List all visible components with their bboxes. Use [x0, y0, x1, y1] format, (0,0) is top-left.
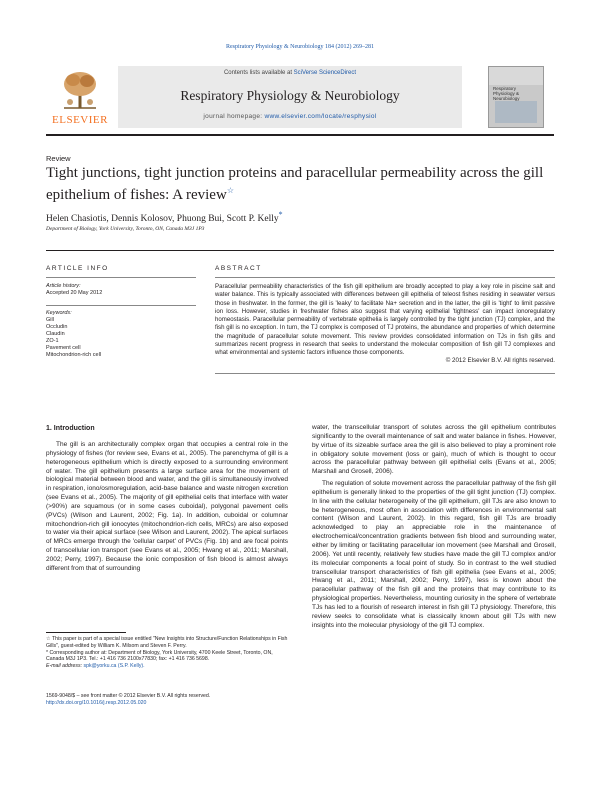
front-matter — [46, 693, 306, 707]
journal-header — [46, 66, 544, 128]
article-section: Review — [46, 154, 71, 163]
elsevier-tree-icon — [58, 68, 102, 112]
footnote-corresponding-author: * Corresponding author at: Department of Biology, York University, 4700 Keele Street, Toronto, ON, Canada M3J 1P3. Tel.: +1 416 736 2100x77830; fax: +1 416 736 5698. — [46, 649, 273, 663]
cover-artwork — [495, 101, 537, 123]
title-rule — [46, 250, 554, 251]
keywords-label: Keywords: — [46, 310, 72, 316]
header-rule — [46, 134, 554, 136]
journal-title: Respiratory Physiology & Neurobiology — [180, 88, 400, 103]
keywords-rule — [46, 305, 196, 306]
footnote-rule — [46, 632, 126, 633]
keyword: Claudin — [46, 331, 65, 337]
abstract-text: Paracellular permeability characteristics of the fish gill epithelium are broadly accepted to play a key role in piscine salt and water balance. This is typically associated with differences between gill epithelia of teleost fishes residing in seawater versus those in freshwater. In the former, the gill is 'leaky' to facilitate Na+ secretion and in the latter, the gill is 'tight' to limit passive ion loss. However, studies in freshwater fishes also suggest that varying epithelial 'tightness' can impact ionoregulatory homeostasis. Paracellular permeability of vertebrate epithelia is largely controlled by the tight junction (TJ) complex, and the fish gill is no exception. In turn, the TJ complex is composed of TJ proteins, the abundance and properties of which determine the magnitude of paracellular solute movement. This review provides consolidated information on TJs in fish gills and summarizes recent progress in research that seeks to understand the molecular composition of fish gill TJ complexes and what environmental and systemic factors influence those components. — [215, 283, 555, 357]
footnotes — [46, 636, 290, 670]
email-label: E-mail address: — [46, 663, 84, 670]
journal-homepage — [118, 113, 462, 120]
section-heading-introduction: 1. Introduction — [46, 425, 95, 432]
keyword: Pavement cell — [46, 345, 81, 351]
body-column-right — [312, 424, 556, 633]
paragraph: The gill is an architecturally complex organ that occupies a central role in the physiology of fishes (for review see, Evans et al., 2005). The parenchyma of gill is a heterogeneous epithelium which is directly exposed to a surrounding environment of water. The gill epithelium presents a large surface area for the movement of biological material between blood and water, and the gill is simultaneously involved in respiration, iono/osmoregulation, acid-base balance and waste nitrogen excretion (see Evans et al., 2005). The majority of gill epithelial cells that interface with water (>90%) are squamous (or in some cases cuboidal), polygonal pavement cells (PVCs) (Wilson and Laurent, 2002; Fig. 1a). In addition, cuboidal or columnar mitochondrion-rich gill ionocytes (mitochondrion-rich cells, MRCs) are also exposed to water via their apical surface (see Wilson and Laurent, 2002). The apical surfaces of MRCs emerge through the 'cellular carpet' of PVCs (Fig. 1b) and are focal points of transcellular ion transport (see Evans et al., 2005; Hwang et al., 2011; Marshall, 2002; Perry, 1997). Because the ionic composition of fish blood is almost always different from that of surrounding — [46, 441, 288, 572]
author-list — [46, 210, 283, 224]
article-info-heading: ARTICLE INFO — [46, 265, 109, 272]
doi-link[interactable]: http://dx.doi.org/10.1016/j.resp.2012.05.020 — [46, 700, 147, 706]
journal-citation[interactable]: Respiratory Physiology & Neurobiology 184 (2012) 269–281 — [226, 44, 374, 50]
journal-cover-thumbnail — [488, 66, 544, 128]
affiliation: Department of Biology, York University, Toronto, ON, Canada M3J 1P3 — [46, 226, 205, 232]
contents-line — [118, 70, 462, 76]
abstract-copyright: © 2012 Elsevier B.V. All rights reserved. — [445, 357, 555, 364]
homepage-prefix: journal homepage: — [203, 113, 265, 120]
cover-top-band — [489, 67, 543, 85]
keyword: Gill — [46, 317, 54, 323]
publisher-name: ELSEVIER — [52, 114, 108, 126]
info-rule — [46, 277, 196, 278]
corresponding-author-mark[interactable]: * — [278, 210, 283, 219]
elsevier-logo — [46, 68, 114, 126]
authors-text: Helen Chasiotis, Dennis Kolosov, Phuong Bui, Scott P. Kelly — [46, 214, 279, 225]
title-footnote-mark[interactable]: ☆ — [226, 186, 234, 195]
paragraph: water, the transcellular transport of solutes across the gill epithelium contributes significantly to the overall maintenance of salt and water balance in fishes. However, by virtue of its sizeable surface area the gill is also believed to play a prominent role in obligatory solute movement (loss or gain), much of which is thought to occur across the paracellular pathway between gill epithelial cells (Evans et al., 2005; Marshall and Grosell, 2006). — [312, 424, 556, 476]
history-label: Article history: — [46, 283, 81, 289]
footnote-special-issue: ☆ This paper is part of a special issue entitled "New Insights into Structure/Function Relationships in Fish Gills", guest-edited by William K. Milsom and Steven F. Perry. — [46, 636, 288, 649]
accepted-date: Accepted 20 May 2012 — [46, 290, 103, 296]
keyword: Occludin — [46, 324, 68, 330]
email-link[interactable]: spk@yorku.ca (S.P. Kelly). — [83, 663, 145, 670]
issn-line: 1569-9048/$ – see front matter © 2012 Elsevier B.V. All rights reserved. — [46, 693, 211, 699]
abstract-rule — [215, 277, 555, 278]
homepage-link[interactable]: www.elsevier.com/locate/resphysiol — [264, 113, 377, 120]
footnote-email — [46, 663, 290, 670]
abstract-end-rule — [215, 373, 555, 374]
sciencedirect-link[interactable]: SciVerse ScienceDirect — [293, 70, 357, 76]
article-title — [46, 164, 546, 204]
cover-title: Respiratory Physiology & Neurobiology — [493, 86, 520, 101]
body-column-left — [46, 441, 288, 577]
article-title-text: Tight junctions, tight junction proteins and paracellular permeability across the gill epithelium of fishes: A review — [46, 165, 544, 203]
contents-prefix: Contents lists available at — [223, 70, 294, 76]
abstract-heading: ABSTRACT — [215, 265, 262, 272]
keywords-block — [46, 310, 196, 359]
paragraph: The regulation of solute movement across the paracellular pathway of the fish gill epithelium is generally linked to the properties of the gill tight junction (TJ) complex. In line with the cellular heterogeneity of the gill epithelium, gill TJs are also known to be heterogeneous, most often in association with differences in environmental salt content (Wilson and Laurent, 2002). In this regard, fish gill TJs are broadly acknowledged to play an appreciable role in the maintenance of electrochemical/concentration gradients between fish blood and surrounding water, either by limiting or facilitating paracellular ion movement (see Marshall and Grosell, 2006). Yet until recently, relatively few studies have made the gill TJ complex and/or its molecular components a focal point of study. So in contrast to the well studied transcellular transport characteristics of fish gill epithelia (see Evans et al., 2005; Hwang et al., 2011; Marshall, 2002; Perry, 1997), less is known about the paracellular pathway of the fish gill and the proteins that may contribute to its physiological properties. Nevertheless, mounting curiosity in the sphere of vertebrate TJs has led to a flourish of research interest in fish gill TJ physiology. Therefore, this review seeks to consolidate what is classically known about gill TJs with new insights into the molecular physiology of the gill TJ complex. — [312, 480, 556, 629]
keyword: Mitochondrion-rich cell — [46, 352, 102, 358]
keyword: ZO-1 — [46, 338, 59, 344]
article-history — [46, 283, 196, 297]
